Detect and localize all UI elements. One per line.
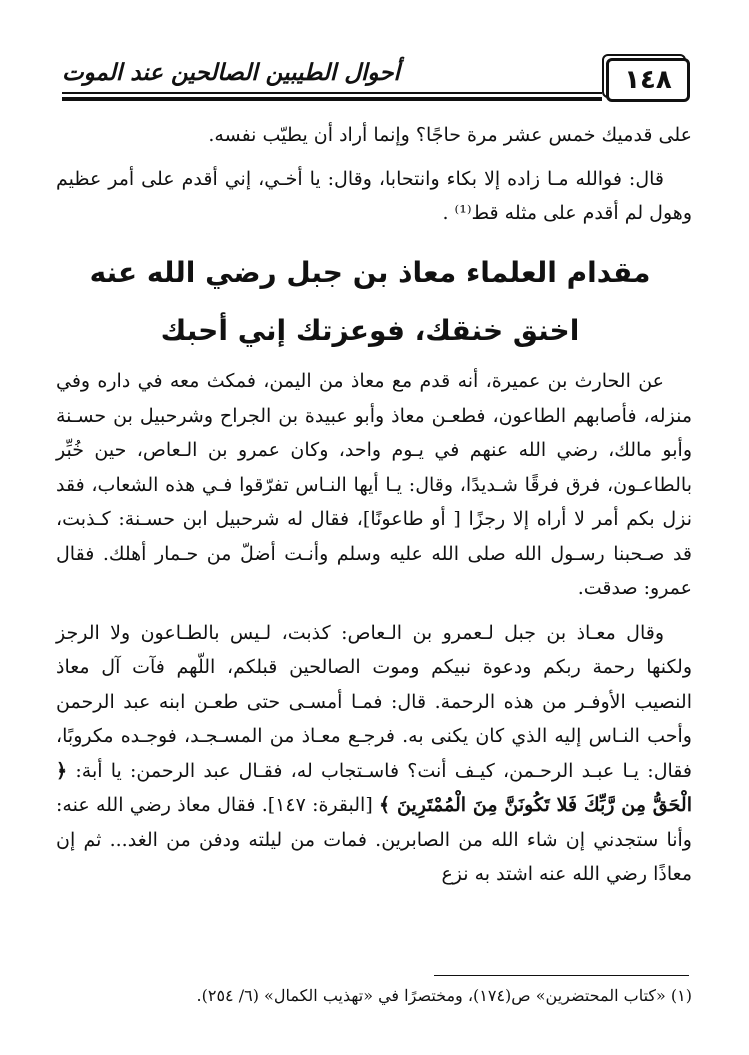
header-rule-thick xyxy=(62,97,602,101)
paragraph-2-reference: [البقرة: ١٤٧]. فقال معاذ رضي الله عنه: وأنا ستجدني إن شاء الله من الصابرين. فمات من ليلته ودفن من الغد... ثم إن معاذًا رضي الله عنه اشتد به نزع xyxy=(56,794,692,885)
section-heading-line2: اخنق خنقك، فوعزتك إني أحبك xyxy=(160,314,580,347)
paragraph-2-text: وقال معـاذ بن جبل لـعمرو بن الـعاص: كذبت، لـيس بالطـاعون ولا الرجز ولكنها رحمة ربكم ودعوة نبيكم وموت الصالحين قبلكم، اللّهم فآت آل معاذ النصيب الأوفـر من هذه الرحمة. قال: فمـا أمسـى حتى طعـن ابنه عبد الرحمن وأحب النـاس إليه الذي كان يكنى به. فرجـع معـاذ من المسـجـد، فوجـده مكروبًا، فقال: يـا عبـد الرحـمن، كيـف أنت؟ فاسـتجاب له، فقـال عبد الرحمن: يا أبة: xyxy=(56,621,692,782)
body-paragraph-2 xyxy=(56,616,692,892)
body-text xyxy=(56,364,692,892)
footnote-separator xyxy=(434,975,689,976)
section-heading-line1: مقدام العلماء معاذ بن جبل رضي الله عنه xyxy=(89,256,651,289)
page-header xyxy=(62,56,690,104)
body-paragraph-1: عن الحارث بن عميرة، أنه قدم مع معاذ من اليمن، فمكث معه في داره وفي منزله، فأصابهم الطاعون، فطعـن معاذ وأبو عبيدة بن الجراح وشرحبيل بن حسـنة وأبو مالك، رضي الله عنهم في يـوم واحد، وكان عمرو بن الـعاص، حين خُبِّر بالطاعـون، فرق فرقًا شـديدًا، وقال: يـا أيها النـاس تفرّقوا فـي هذه الشعاب، فقد نزل بكم أمر لا أراه إلا رجزًا [ أو طاعونًا]، فقال له شرحبيل ابن حسـنة: كـذبت، قد صـحبنا رسـول الله صلى الله عليه وسلم وأنـت أضلّ من حـمار أهلك. فقال عمرو: صدقت. xyxy=(56,370,692,599)
running-title: أحوال الطيبين الصالحين عند الموت xyxy=(62,60,400,86)
footnote: (١) «كتاب المحتضرين» ص(١٧٤)، ومختصرًا في «تهذيب الكمال» (٦/ ٢٥٤). xyxy=(196,986,692,1005)
intro-text xyxy=(56,118,692,231)
quran-verse: ﴿ الْحَقُّ مِن رَّبِّكَ فَلا تَكُونَنَّ مِنَ الْمُمْتَرِينَ ﴾ xyxy=(56,759,692,816)
intro-paragraph: قال: فوالله مـا زاده إلا بكاء وانتحابا، وقال: يا أخـي، إني أقدم على أمر عظيم وهول لم أقدم على مثله قط⁽¹⁾ . xyxy=(56,167,692,224)
header-rule xyxy=(62,92,602,94)
intro-line: على قدميك خمس عشر مرة حاجًا؟ وإنما أراد أن يطيّب نفسه. xyxy=(208,124,692,146)
page-number: ١٤٨ xyxy=(606,58,690,102)
